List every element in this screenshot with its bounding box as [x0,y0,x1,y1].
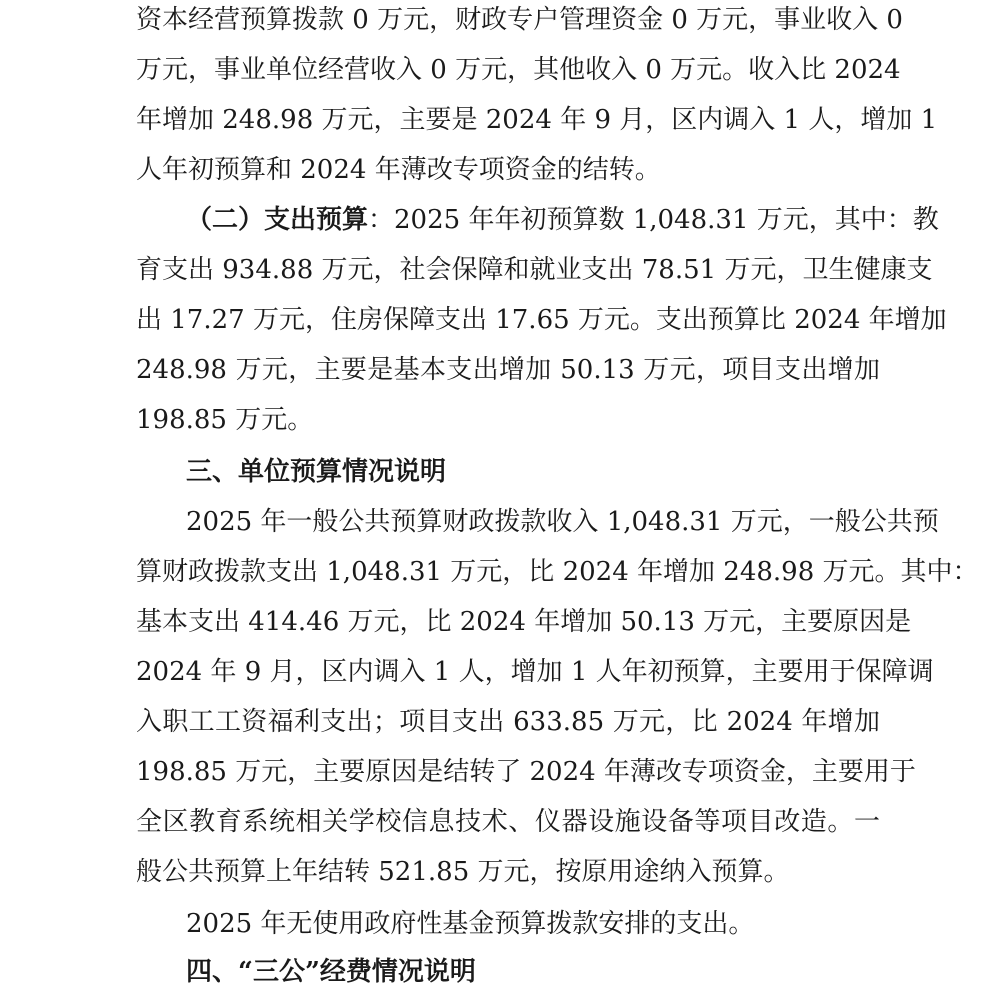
text-line: 基本支出 414.46 万元，比 2024 年增加 50.13 万元，主要原因是 [136,607,912,637]
text-line: 育支出 934.88 万元，社会保障和就业支出 78.51 万元，卫生健康支 [136,255,933,285]
text-line: 198.85 万元。 [136,405,314,435]
text-line: 人年初预算和 2024 年薄改专项资金的结转。 [136,155,661,185]
text-line: 198.85 万元，主要原因是结转了 2024 年薄改专项资金，主要用于 [136,757,916,787]
text-line: 全区教育系统相关学校信息技术、仪器设施设备等项目改造。一 [136,807,880,837]
text-line: 2025 年无使用政府性基金预算拨款安排的支出。 [186,909,755,939]
section-heading: 三、单位预算情况说明 [186,457,447,487]
text-line: 248.98 万元，主要是基本支出增加 50.13 万元，项目支出增加 [136,355,880,385]
text-line: 般公共预算上年结转 521.85 万元，按原用途纳入预算。 [136,857,790,887]
text-line: 算财政拨款支出 1,048.31 万元，比 2024 年增加 248.98 万元。其中： [136,557,979,587]
text-line: 万元，事业单位经营收入 0 万元，其他收入 0 万元。收入比 2024 [136,55,901,85]
text-line [186,200,939,240]
text-line: 出 17.27 万元，住房保障支出 17.65 万元。支出预算比 2024 年增加 [136,305,947,335]
text-line: 2025 年一般公共预算财政拨款收入 1,048.31 万元，一般公共预 [186,507,939,537]
text-span: ：2025 年年初预算数 1,048.31 万元，其中：教 [368,205,939,235]
text-line: 年增加 248.98 万元，主要是 2024 年 9 月，区内调入 1 人，增加 1 [136,105,938,135]
section-lead: （二）支出预算 [186,205,369,235]
text-line: 资本经营预算拨款 0 万元，财政专户管理资金 0 万元，事业收入 0 [136,5,903,35]
text-line: 入职工工资福利支出；项目支出 633.85 万元，比 2024 年增加 [136,707,880,737]
text-line: 2024 年 9 月，区内调入 1 人，增加 1 人年初预算，主要用于保障调 [136,657,934,687]
section-heading: 四、“三公”经费情况说明 [186,957,476,987]
